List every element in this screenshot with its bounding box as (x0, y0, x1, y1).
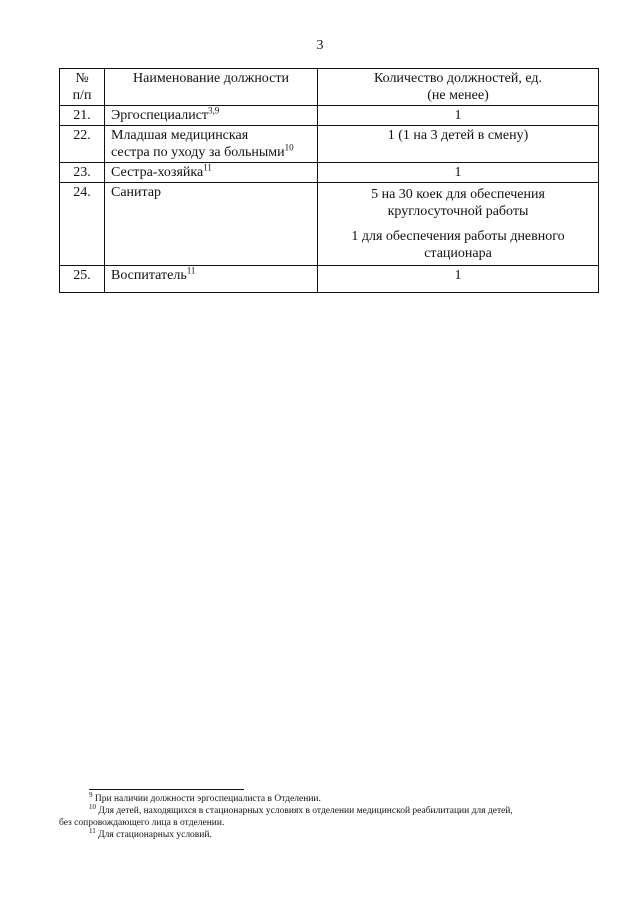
footnote-ref: 10 (284, 142, 294, 153)
qty-block-1-line-2: круглосуточной работы (387, 204, 529, 219)
footnote-9 (59, 790, 599, 805)
qty-block-1-line-1: 5 на 30 коек для обеспечения (371, 187, 545, 202)
row-name (105, 163, 318, 183)
footnote-ref: 3,9 (208, 105, 220, 116)
page-number: 3 (316, 38, 324, 53)
table-row (60, 163, 599, 183)
table-row (60, 106, 599, 126)
footnote-text: При наличии должности эргоспециалиста в Отделении. (94, 794, 321, 804)
row-qty: 1 (318, 106, 599, 126)
row-qty: 1 (1 на 3 детей в смену) (318, 126, 599, 163)
header-qty-line-1: Количество должностей, ед. (373, 71, 542, 86)
footnote-mark: 9 (89, 790, 93, 799)
row-num: 22. (60, 126, 105, 163)
qty-block-2-line-2: стационара (424, 246, 492, 261)
footnote-mark: 10 (89, 802, 96, 811)
row-name-text: Сестра-хозяйка (111, 165, 204, 180)
row-name-text: Эргоспециалист (111, 108, 209, 123)
header-num-line-1: № (75, 71, 89, 86)
row-num: 25. (60, 266, 105, 293)
table-row (60, 183, 599, 266)
row-name (105, 266, 318, 293)
footnote-ref: 11 (203, 162, 212, 173)
row-num: 21. (60, 106, 105, 126)
header-qty (318, 69, 599, 106)
footnotes (59, 790, 599, 841)
row-num: 24. (60, 183, 105, 266)
row-name (105, 106, 318, 126)
header-num (60, 69, 105, 106)
footnote-text: Для детей, находящихся в стационарных условиях в отделении медицинской реабилитации для детей, (98, 806, 513, 816)
row-name-line-1: Младшая медицинская (111, 128, 249, 143)
staff-table (59, 68, 599, 293)
row-name: Санитар (105, 183, 318, 266)
table-row (60, 126, 599, 163)
row-qty (318, 183, 599, 266)
header-qty-line-2: (не менее) (427, 88, 489, 103)
row-qty: 1 (318, 163, 599, 183)
row-num: 23. (60, 163, 105, 183)
footnote-10 (59, 802, 599, 817)
table-header-row (60, 69, 599, 106)
row-name-line-2 (111, 144, 311, 161)
footnote-11 (59, 826, 599, 841)
row-qty: 1 (318, 266, 599, 293)
footnote-mark: 11 (89, 826, 96, 835)
footnote-ref: 11 (186, 265, 196, 276)
header-name: Наименование должности (105, 69, 318, 106)
footnote-10-continuation: без сопровождающего лица в отделении. (59, 818, 225, 828)
row-name (105, 126, 318, 163)
footnote-separator (89, 789, 244, 790)
qty-block-2-line-1: 1 для обеспечения работы дневного (351, 229, 565, 244)
footnote-text: Для стационарных условий. (98, 830, 212, 840)
row-name-text: Воспитатель (111, 268, 187, 283)
header-num-line-2: п/п (72, 88, 92, 103)
row-name-text: сестра по уходу за больными (111, 145, 285, 160)
table-row (60, 266, 599, 293)
